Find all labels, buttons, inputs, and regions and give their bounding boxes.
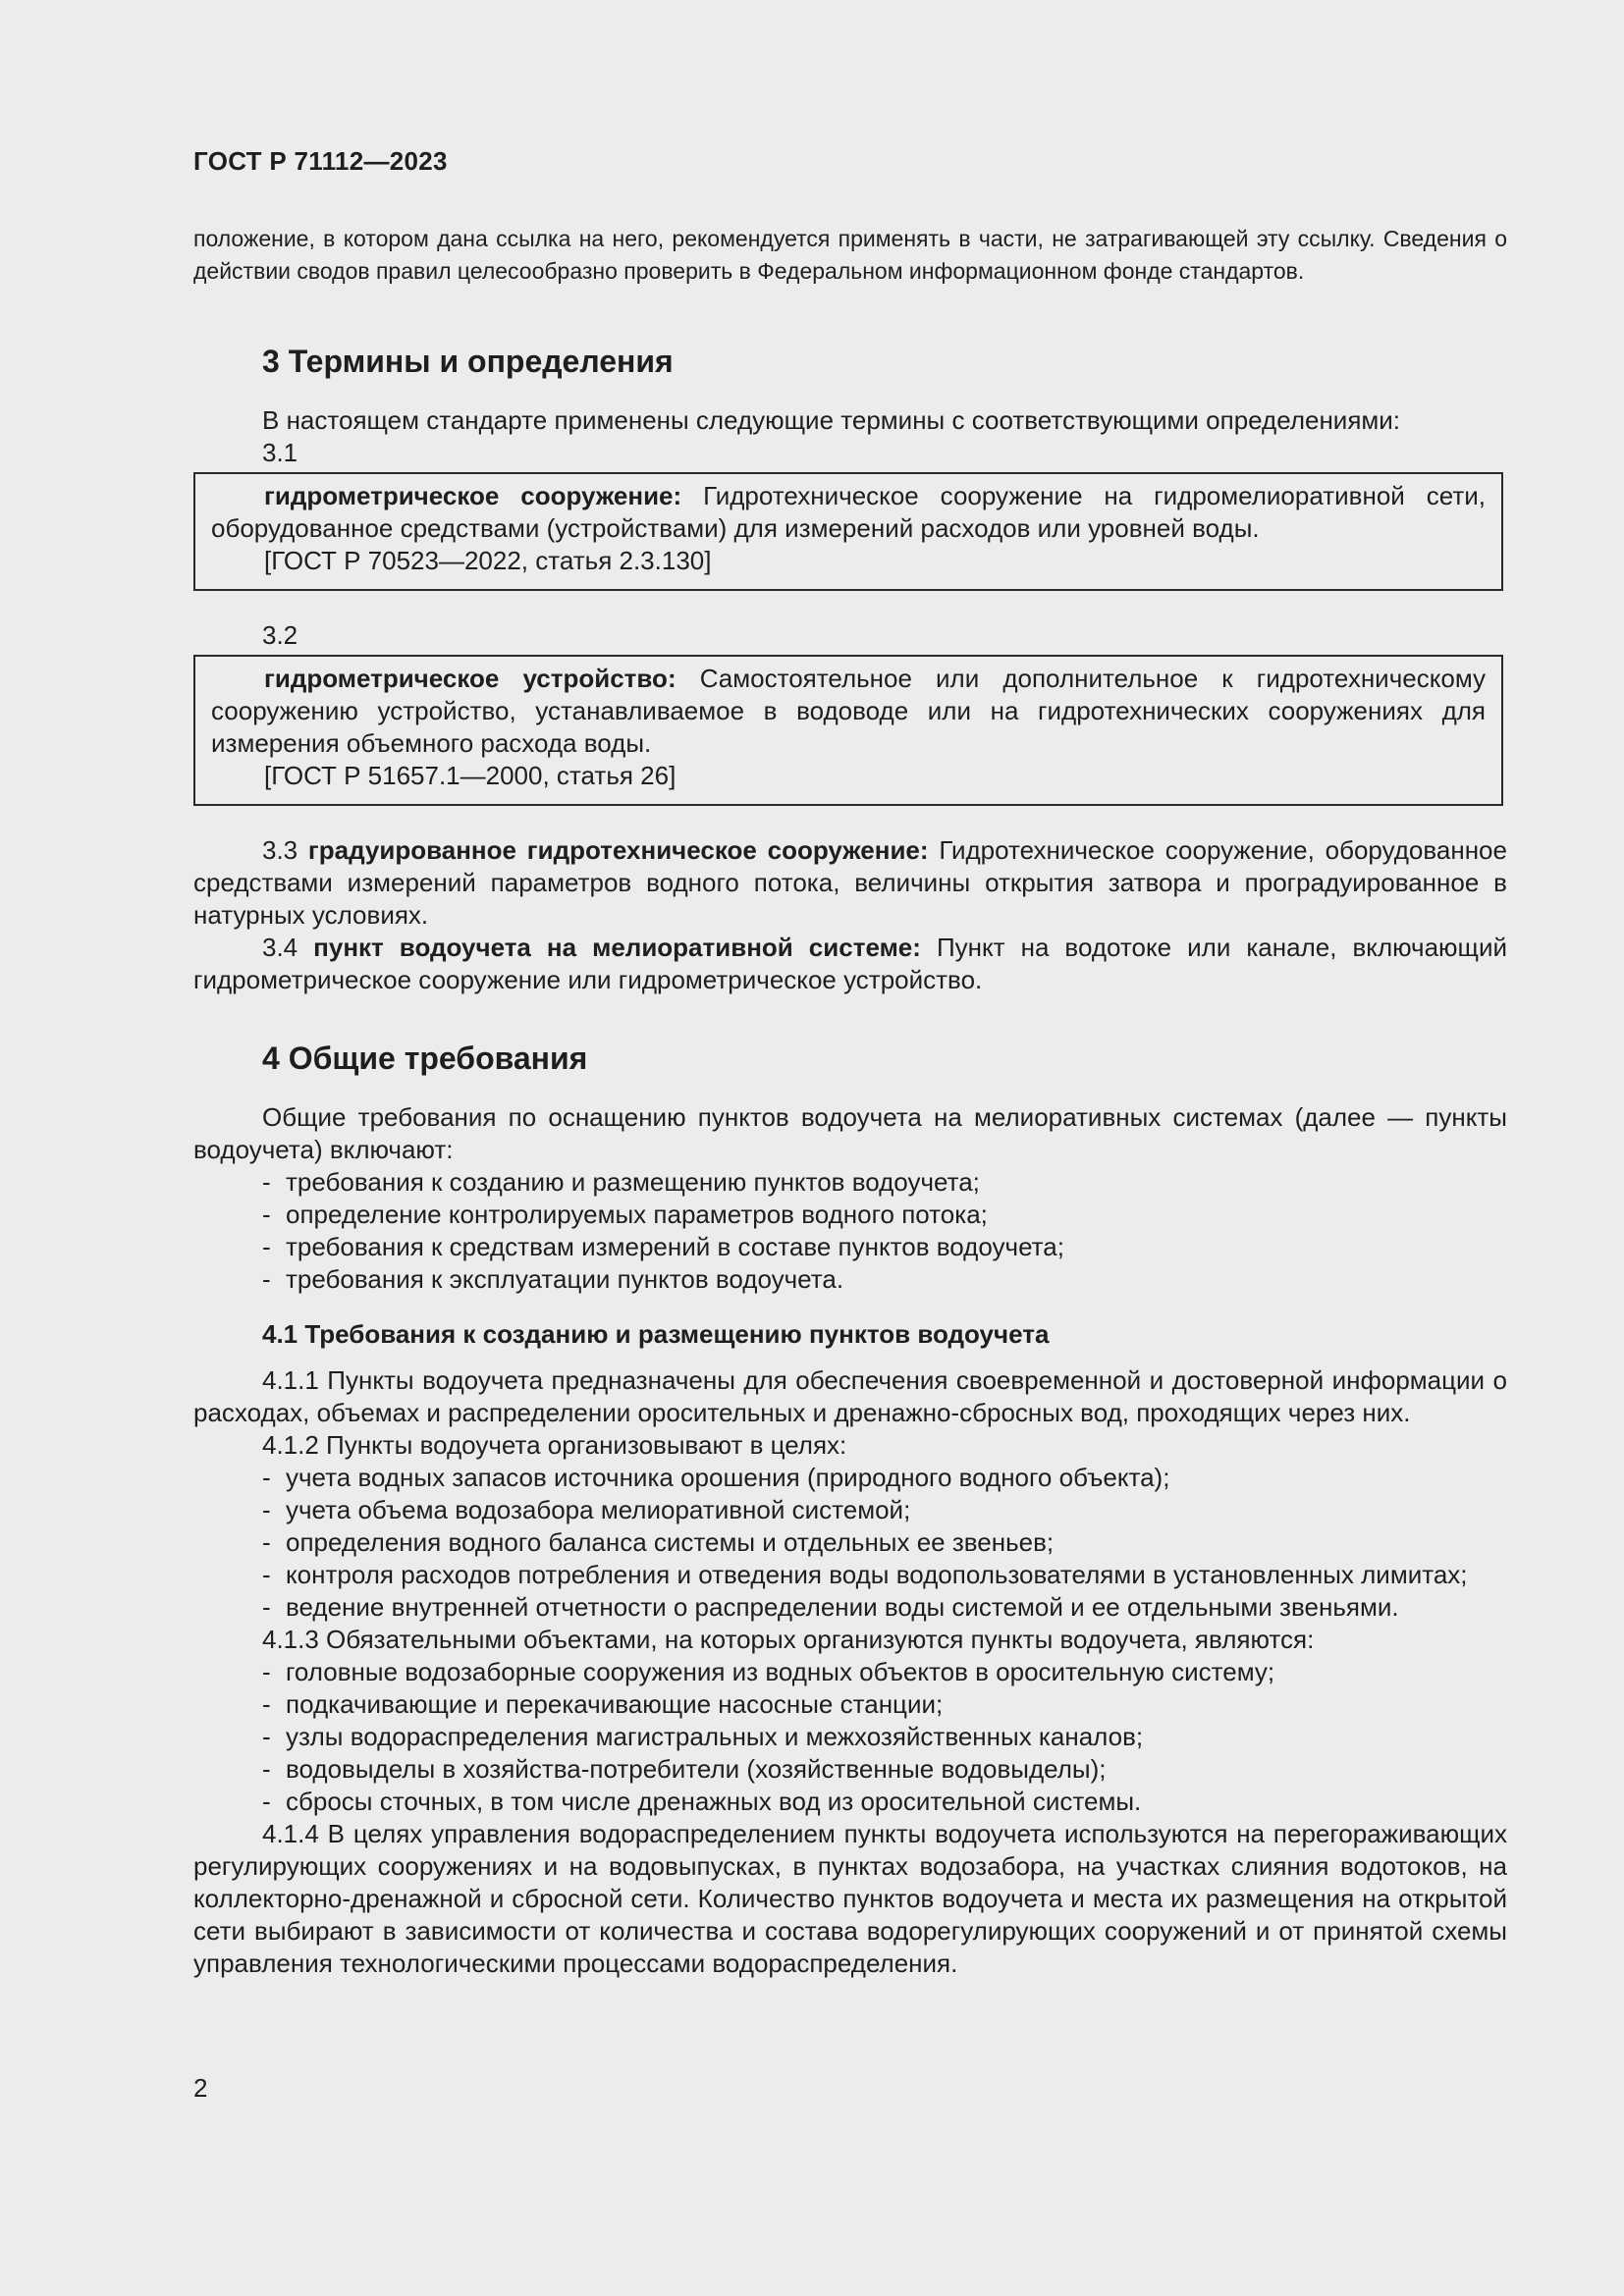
term-3-1-source: [ГОСТ Р 70523—2022, статья 2.3.130] <box>264 546 712 575</box>
clause-4-1-1: 4.1.1 Пункты водоучета предназначены для обеспечения своевременной и достоверной информации о расходах, объемах и распределении оросительных и дренажно-сбросных вод, проходящих через них. <box>193 1365 1507 1427</box>
term-3-2-number-block <box>193 619 1507 652</box>
page-number: 2 <box>193 2073 208 2103</box>
list-item: - водовыделы в хозяйства-потребители (хозяйственные водовыделы); <box>262 1754 1107 1784</box>
list-item: - требования к эксплуатации пунктов водоучета. <box>262 1264 844 1294</box>
list-item: - определение контролируемых параметров водного потока; <box>262 1200 988 1229</box>
list-item: - требования к созданию и размещению пунктов водоучета; <box>262 1167 980 1197</box>
section-3-lead-block <box>193 404 1507 469</box>
term-3-1-term: гидрометрическое сооружение: <box>264 481 682 510</box>
section-3-title: 3 Термины и определения <box>262 344 674 379</box>
section-3-lead: В настоящем стандарте применены следующие термины с соответствующими определениями: <box>262 405 1401 435</box>
list-item: - требования к средствам измерений в составе пунктов водоучета; <box>262 1232 1064 1261</box>
term-3-3-term: градуированное гидротехническое сооружение: <box>307 835 929 865</box>
list-item: - узлы водораспределения магистральных и межхозяйственных каналов; <box>262 1722 1144 1751</box>
list-item: - подкачивающие и перекачивающие насосные станции; <box>262 1689 944 1719</box>
term-3-2-box <box>193 655 1503 806</box>
list-item: - ведение внутренней отчетности о распределении воды системой и ее отдельными звеньями. <box>262 1592 1399 1622</box>
term-3-2-term: гидрометрическое устройство: <box>264 664 677 693</box>
list-item: - головные водозаборные сооружения из водных объектов в оросительную систему; <box>262 1657 1275 1686</box>
list-item: - контроля расходов потребления и отведения воды водопользователями в установленных лимитах; <box>262 1560 1468 1589</box>
list-dash: - <box>262 1264 271 1294</box>
term-3-2-source: [ГОСТ Р 51657.1—2000, статья 26] <box>264 761 677 790</box>
term-3-4-number: 3.4 <box>262 933 314 962</box>
list-item: - учета объема водозабора мелиоративной системой; <box>262 1495 911 1524</box>
term-3-4 <box>193 932 1507 996</box>
term-3-2-text: Самостоятельное или дополнительное к гидротехническому сооружению устройство, устанавливаемое в водоводе или на гидротехнических сооружениях для измерения объемного расхода воды. <box>211 664 1486 758</box>
term-3-1-text: Гидротехническое сооружение на гидромелиоративной сети, оборудованное средствами (устройствами) для измерений расходов или уровней воды. <box>211 481 1486 543</box>
term-3-3-number: 3.3 <box>262 835 308 865</box>
term-3-3-text: Гидротехническое сооружение, оборудованное средствами измерений параметров водного потока, величины открытия затвора и проградуированное в натурных условиях. <box>193 835 1507 930</box>
intro-paragraph: положение, в котором дана ссылка на него, рекомендуется применять в части, не затрагивающей эту ссылку. Сведения о действии сводов правил целесообразно проверить в Федеральном информационном фонде стандартов. <box>193 226 1507 284</box>
section-4-lead: Общие требования по оснащению пунктов водоучета на мелиоративных системах (далее — пункты водоучета) включают: <box>193 1102 1507 1164</box>
document-header: ГОСТ Р 71112—2023 <box>193 146 448 176</box>
term-3-4-term: пункт водоучета на мелиоративной системе: <box>313 933 921 962</box>
list-item: - сбросы сточных, в том числе дренажных вод из оросительной системы. <box>262 1787 1142 1816</box>
list-item: - учета водных запасов источника орошения (природного водного объекта); <box>262 1463 1170 1492</box>
list-dash: - <box>262 1200 271 1229</box>
term-3-2-definition <box>211 663 1486 760</box>
clause-4-1-3: 4.1.3 Обязательными объектами, на которых организуются пункты водоучета, являются: <box>262 1625 1315 1654</box>
clause-4-1-2: 4.1.2 Пункты водоучета организовывают в целях: <box>262 1430 847 1460</box>
section-4-body <box>193 1101 1507 1980</box>
list-dash: - <box>262 1232 271 1261</box>
term-3-1-number: 3.1 <box>262 438 298 467</box>
subsection-4-1-title: 4.1 Требования к созданию и размещению пунктов водоучета <box>262 1319 1050 1349</box>
terms-3-3-3-4 <box>193 834 1507 996</box>
section-4-title: 4 Общие требования <box>262 1041 588 1076</box>
list-item: - определения водного баланса системы и отдельных ее звеньев; <box>262 1527 1055 1557</box>
term-3-3 <box>193 834 1507 932</box>
clause-4-1-4: 4.1.4 В целях управления водораспределением пункты водоучета используются на перегораживающих регулирующих сооружениях и на водовыпусках, в пунктах водозабора, на участках слияния водотоков, на коллекторно-дренажной и сбросной сети. Количество пунктов водоучета и места их размещения на открытой сети выбирают в зависимости от количества и состава водорегулирующих сооружений и от принятой схемы управления технологическими процессами водораспределения. <box>193 1819 1507 1978</box>
term-3-2-number: 3.2 <box>262 620 298 650</box>
term-3-4-text: Пункт на водотоке или канале, включающий гидрометрическое сооружение или гидрометрическое устройство. <box>193 933 1507 994</box>
list-dash: - <box>262 1167 271 1197</box>
term-3-1-definition <box>211 480 1486 545</box>
term-3-1-box <box>193 472 1503 591</box>
